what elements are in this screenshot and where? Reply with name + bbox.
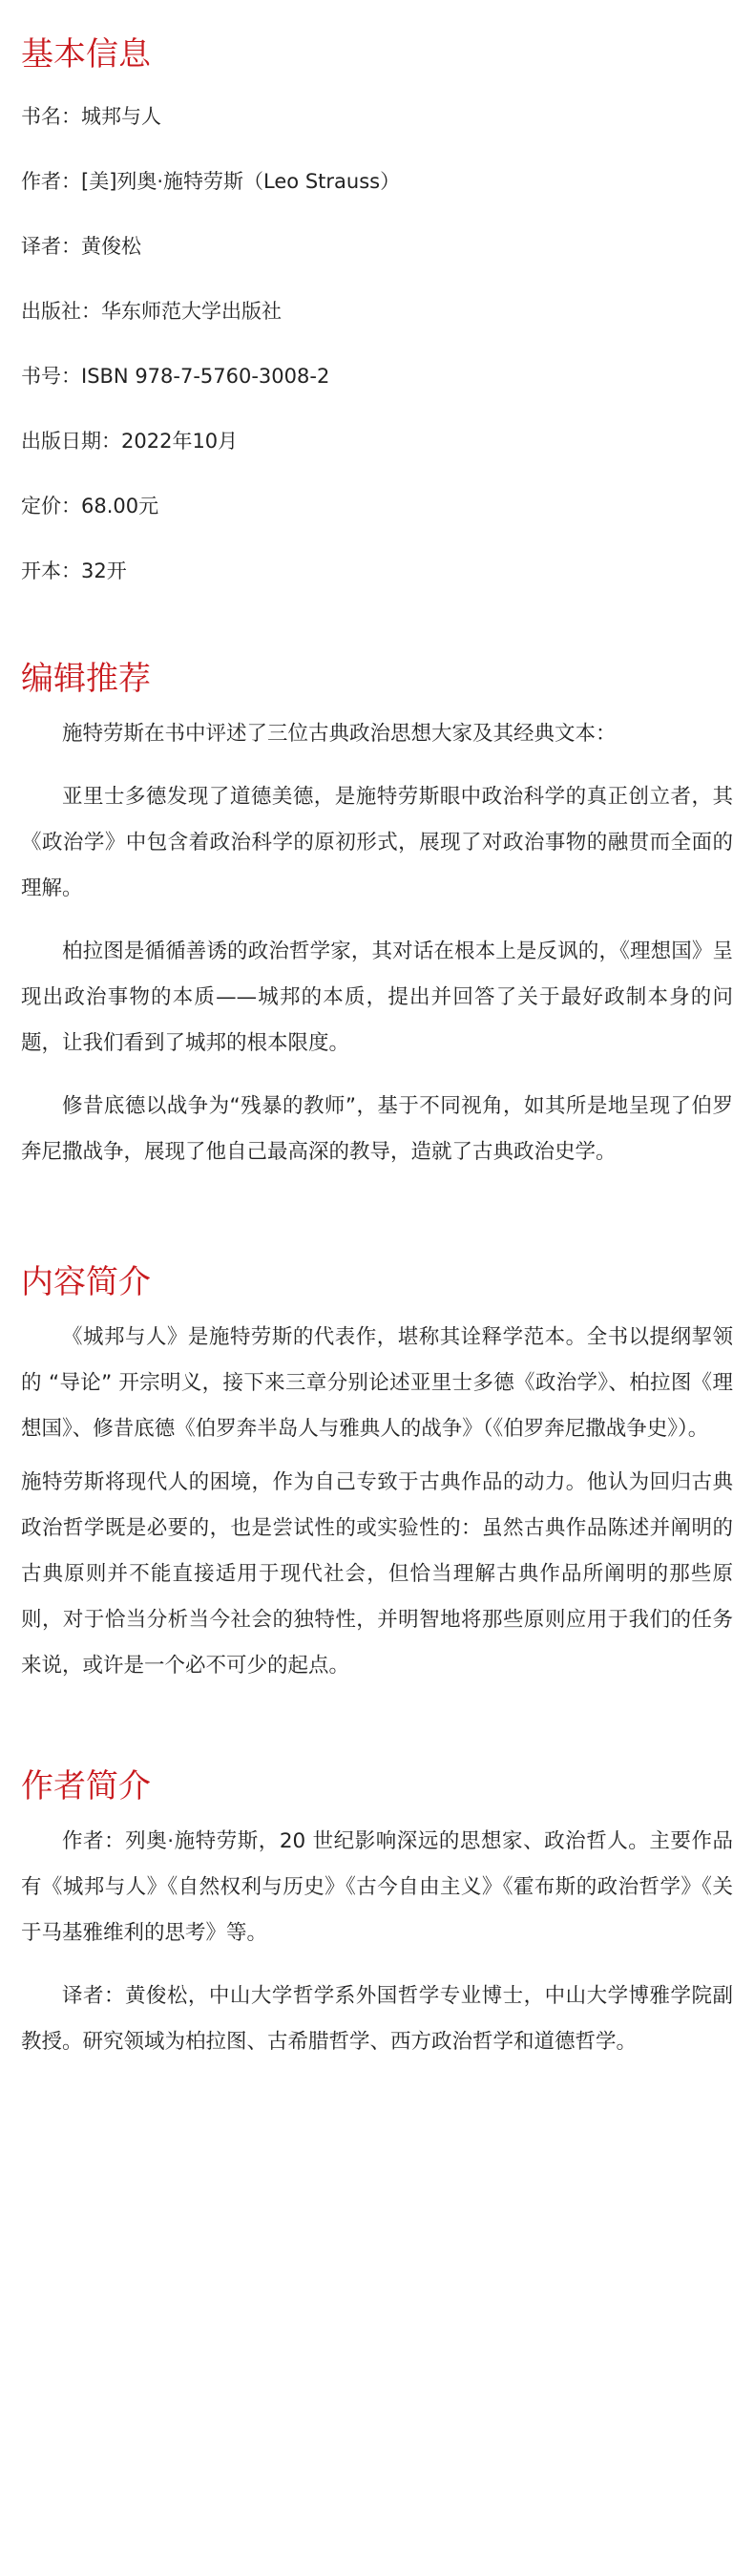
author-intro-section bbox=[21, 1697, 733, 2065]
author-paragraph: 作者：列奥·施特劳斯，20 世纪影响深远的思想家、政治哲人。主要作品有《城邦与人》《自然权利与历史》《古今自由主义》《霍布斯的政治哲学》《关于马基雅维利的思考》等。 bbox=[21, 1829, 733, 1945]
content-summary-section bbox=[21, 1193, 733, 1689]
basic-info-section bbox=[21, 0, 733, 585]
editor-recommendation-section bbox=[21, 622, 733, 1175]
publish-date-field: 出版日期：2022年10月 bbox=[21, 430, 239, 453]
author-field: 作者：[美]列奥·施特劳斯（Leo Strauss） bbox=[21, 170, 401, 193]
translator-paragraph: 译者：黄俊松，中山大学哲学系外国哲学专业博士，中山大学博雅学院副教授。研究领域为柏拉图、古希腊哲学、西方政治哲学和道德哲学。 bbox=[21, 1984, 733, 2054]
translator-field: 译者：黄俊松 bbox=[21, 235, 141, 258]
editor-paragraph-thucydides: 修昔底德以战争为“残暴的教师”，基于不同视角，如其所是地呈现了伯罗奔尼撒战争，展现了他自己最高深的教导，造就了古典政治史学。 bbox=[21, 1094, 733, 1164]
isbn-field: 书号：ISBN 978-7-5760-3008-2 bbox=[21, 365, 330, 388]
editor-paragraph-plato: 柏拉图是循循善诱的政治哲学家，其对话在根本上是反讽的，《理想国》呈现出政治事物的本质——城邦的本质，提出并回答了关于最好政制本身的问题，让我们看到了城邦的根本限度。 bbox=[21, 940, 733, 1055]
format-field: 开本：32开 bbox=[21, 560, 127, 582]
content-summary-title: 内容简介 bbox=[21, 1263, 151, 1301]
editor-paragraph-aristotle: 亚里士多德发现了道德美德，是施特劳斯眼中政治科学的真正创立者，其《政治学》中包含着政治科学的原初形式，展现了对政治事物的融贯而全面的理解。 bbox=[21, 785, 733, 900]
author-intro-title: 作者简介 bbox=[21, 1767, 151, 1805]
editor-recommendation-title: 编辑推荐 bbox=[21, 660, 151, 698]
book-title-field: 书名：城邦与人 bbox=[21, 105, 161, 128]
price-field: 定价：68.00元 bbox=[21, 495, 159, 517]
editor-paragraph-intro: 施特劳斯在书中评述了三位古典政治思想大家及其经典文本： bbox=[62, 722, 617, 746]
basic-info-title: 基本信息 bbox=[21, 35, 151, 74]
content-paragraph-motivation: 施特劳斯将现代人的困境，作为自己专致于古典作品的动力。他认为回归古典政治哲学既是必要的，也是尝试性的或实验性的：虽然古典作品陈述并阐明的古典原则并不能直接适用于现代社会，但恰当理解古典作品所阐明的那些原则，对于恰当分析当今社会的独特性，并明智地将那些原则应用于我们的任务来说，或许是一个必不可少的起点。 bbox=[21, 1470, 733, 1678]
publisher-field: 出版社：华东师范大学出版社 bbox=[21, 300, 282, 323]
content-paragraph-overview: 《城邦与人》是施特劳斯的代表作，堪称其诠释学范本。全书以提纲挈领的 “导论” 开宗明义，接下来三章分别论述亚里士多德《政治学》、柏拉图《理想国》、修昔底德《伯罗奔半岛人与雅典人的战争》（《伯罗奔尼撒战争史》）。 bbox=[21, 1325, 733, 1441]
